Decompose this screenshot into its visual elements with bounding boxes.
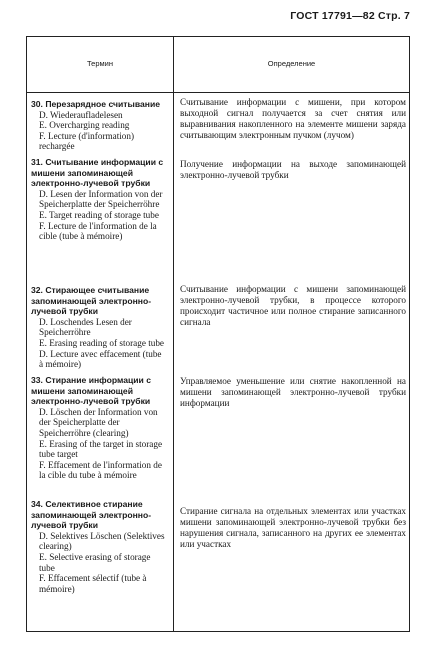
term-translation-fr: F. Lecture de l'information de la cible (tube à mémoire)	[39, 220, 157, 242]
term-translation-en: E. Erasing reading of storage tube	[39, 337, 165, 348]
term-translation-de: D. Selektives Löschen (Selektives clearing)	[39, 530, 165, 552]
term-entry-31	[31, 157, 167, 242]
term-title: 32. Стирающее считывание запоминающей электронно-лучевой трубки	[31, 285, 152, 317]
definition-30: Считывание информации с мишени, при котором выходной сигнал получается за счет снятия или выравнивания накопленного на элементе мишени заряда считывающим электронным пучком (лучом)	[180, 97, 406, 140]
term-translation-de: D. Lesen der Information von der Speicherplatte der Speicherröhre	[39, 188, 163, 210]
term-title: 33. Стирание информации с мишени запоминающей электронно-лучевой трубки	[31, 375, 152, 407]
term-entry-34	[31, 499, 167, 594]
table-header	[27, 37, 409, 93]
term-translation-de: D. Wiederaufladelesen	[39, 109, 123, 120]
term-title: 30. Перезарядное считывание	[31, 99, 161, 109]
term-translation-en: E. Overcharging reading	[39, 120, 130, 131]
column-header-definition: Определение	[267, 59, 316, 68]
definition-33: Управляемое уменьшение или снятие накопленной на мишени запоминающей электронно-лучевой трубки информации	[180, 376, 406, 408]
term-entry-30	[31, 99, 167, 152]
term-translation-fr: F. Lecture (d'information) rechargée	[39, 130, 135, 152]
term-translation-de: D. Löschen der Information von der Speicherplatte der Speicherröhre (clearing)	[39, 406, 158, 438]
definition-31: Получение информации на выходе запоминающей электронно-лучевой трубки	[180, 159, 406, 180]
term-translation-de: D. Loschendes Lesen der Speicherröhre	[39, 316, 132, 338]
term-translation-en: E. Erasing of the target in storage tube target	[39, 438, 163, 460]
term-translation-fr: F. Effacement sélectif (tube à mémoire)	[39, 573, 147, 594]
term-translation-en: E. Target reading of storage tube	[39, 209, 159, 220]
column-divider	[173, 37, 174, 631]
page-header: ГОСТ 17791—82 Стр. 7	[290, 10, 410, 22]
term-entry-32	[31, 285, 167, 370]
column-header-term: Термин	[87, 59, 113, 68]
term-translation-fr: F. Effacement de l'information de la cible du tube à mémoire	[39, 459, 162, 481]
definition-32: Считывание информации с мишени запоминающей электронно-лучевой трубки, в процессе которого происходит частичное или полное стирание записанного сигнала	[180, 284, 406, 327]
terms-table	[26, 36, 410, 632]
term-translation-en: E. Selective erasing of storage tube	[39, 551, 151, 573]
term-entry-33	[31, 375, 167, 481]
term-title: 34. Селективное стирание запоминающей электронно-лучевой трубки	[31, 499, 152, 531]
definition-34: Стирание сигнала на отдельных элементах или участках мишени запоминающей электронно-лучевой трубки без нарушения сигнала, записанного на других ее элементах или участках	[180, 506, 406, 549]
term-title: 31. Считывание информации с мишени запоминающей электронно-лучевой трубки	[31, 157, 164, 189]
term-translation-fr: D. Lecture avec effacement (tube à mémoire)	[39, 348, 162, 370]
